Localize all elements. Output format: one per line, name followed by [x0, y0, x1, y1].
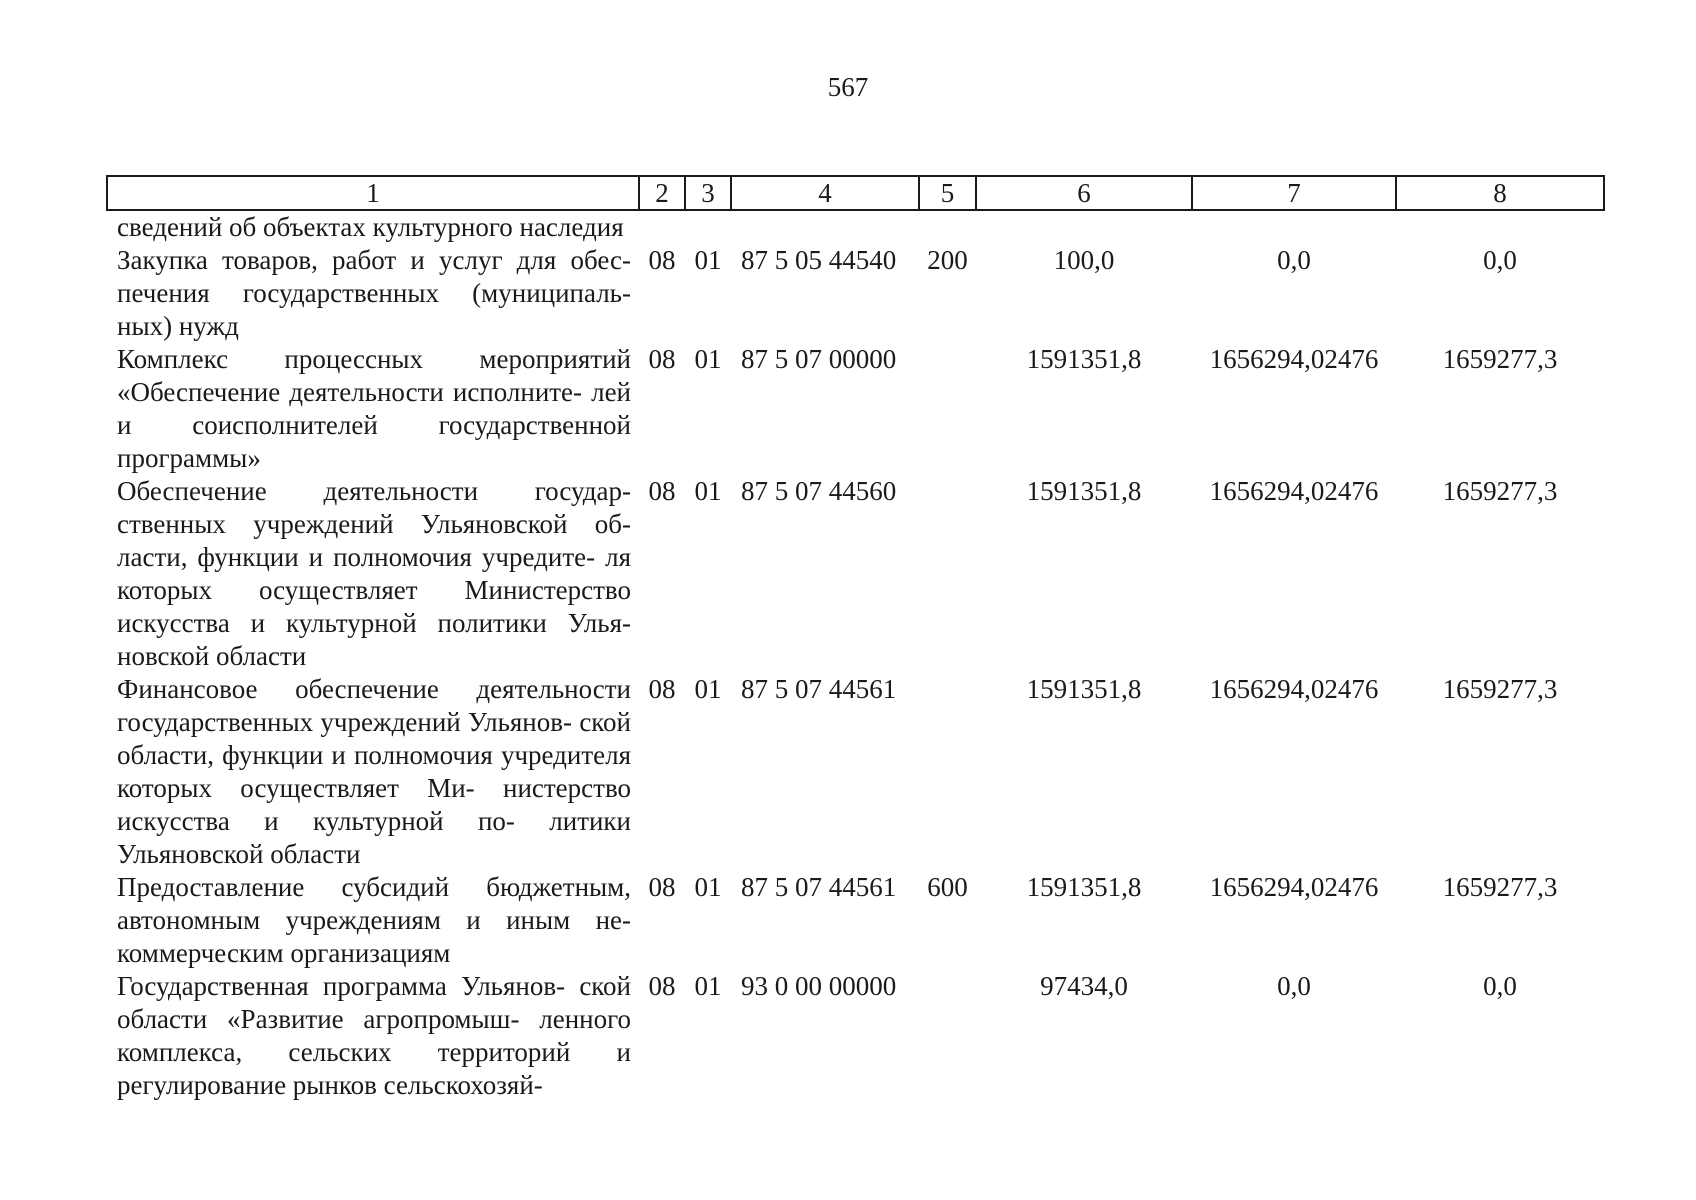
- table-row: [107, 970, 1604, 1102]
- column-header-4: 4: [731, 176, 919, 210]
- target-article-code: 87 5 07 44561: [741, 674, 897, 704]
- table-body: [107, 210, 1604, 1102]
- amount-col-7: [1192, 210, 1396, 244]
- description-line: печения государственных (муниципаль-: [117, 278, 631, 308]
- section-code: 08: [648, 872, 676, 902]
- description-line: лей и соисполнителей государственной: [117, 377, 632, 440]
- section-code: 08: [648, 674, 676, 704]
- amount-col-8: 1659277,3: [1442, 344, 1558, 374]
- expense-type-code: 200: [927, 245, 968, 275]
- amount-col-6: 1591351,8: [1026, 674, 1142, 704]
- description-line: наследия: [519, 212, 624, 242]
- description-line: и регулирование рынков сельскохозяй-: [117, 1037, 631, 1100]
- expense-type-code: 600: [927, 872, 968, 902]
- column-header-6: 6: [976, 176, 1192, 210]
- description-line: ской области «Развитие агропромыш-: [117, 971, 631, 1034]
- subsection-code: 01: [694, 476, 722, 506]
- target-article-code: 87 5 07 00000: [741, 344, 897, 374]
- target-article-code: [731, 210, 919, 244]
- column-header-7: 7: [1192, 176, 1396, 210]
- expense-type-code: [919, 343, 976, 475]
- description-line: новской области: [117, 641, 307, 671]
- column-header-1: 1: [107, 176, 639, 210]
- amount-col-6: 1591351,8: [1026, 872, 1142, 902]
- description-line: Предоставление субсидий бюджетным,: [117, 872, 631, 902]
- column-header-3: 3: [685, 176, 731, 210]
- description-line: ля которых осуществляет Министерство: [117, 542, 631, 605]
- target-article-code: 93 0 00 00000: [741, 971, 897, 1001]
- description-line: учредителя которых осуществляет Ми-: [117, 740, 632, 803]
- column-header-2: 2: [639, 176, 685, 210]
- subsection-code: 01: [694, 971, 722, 1001]
- description-line: нистерство искусства и культурной по-: [117, 773, 632, 836]
- subsection-code: [685, 210, 731, 244]
- amount-col-7: 1656294,02476: [1209, 344, 1379, 374]
- description-line: искусства и культурной политики Улья-: [117, 608, 631, 638]
- row-description: [107, 210, 639, 244]
- amount-col-8: 1659277,3: [1442, 476, 1558, 506]
- column-header-5: 5: [919, 176, 976, 210]
- header-row: [107, 176, 1604, 210]
- row-description: [107, 244, 639, 343]
- target-article-code: 87 5 07 44560: [741, 476, 897, 506]
- subsection-code: 01: [694, 674, 722, 704]
- description-line: Финансовое обеспечение деятельности: [117, 674, 631, 704]
- table-row: [107, 871, 1604, 970]
- section-code: 08: [648, 476, 676, 506]
- description-line: ных) нужд: [117, 311, 239, 341]
- row-description: [107, 871, 639, 970]
- expense-type-code: [919, 673, 976, 871]
- budget-table: [106, 175, 1605, 1102]
- subsection-code: 01: [694, 245, 722, 275]
- description-line: ской области, функции и полномочия: [117, 707, 631, 770]
- table-row: [107, 343, 1604, 475]
- description-line: автономным учреждениям и иным не-: [117, 905, 631, 935]
- description-line: литики Ульяновской области: [117, 806, 632, 869]
- amount-col-7: 0,0: [1277, 245, 1311, 275]
- amount-col-6: 100,0: [1053, 245, 1115, 275]
- amount-col-6: [976, 210, 1192, 244]
- amount-col-7: 1656294,02476: [1209, 872, 1379, 902]
- amount-col-7: 0,0: [1277, 971, 1311, 1001]
- description-line: государственных учреждений Ульянов-: [117, 707, 572, 737]
- description-line: сведений об объектах культурного: [117, 212, 513, 242]
- amount-col-8: 1659277,3: [1442, 872, 1558, 902]
- expense-type-code: [919, 475, 976, 673]
- description-line: программы»: [117, 443, 261, 473]
- description-line: ственных учреждений Ульяновской об-: [117, 509, 631, 539]
- expense-type-code: [919, 970, 976, 1102]
- subsection-code: 01: [694, 872, 722, 902]
- target-article-code: 87 5 05 44540: [741, 245, 897, 275]
- amount-col-8: 1659277,3: [1442, 674, 1558, 704]
- page-number: 567: [827, 72, 869, 102]
- row-description: [107, 475, 639, 673]
- amount-col-8: [1396, 210, 1604, 244]
- table-row: [107, 244, 1604, 343]
- column-header-8: 8: [1396, 176, 1604, 210]
- amount-col-7: 1656294,02476: [1209, 476, 1379, 506]
- section-code: 08: [648, 971, 676, 1001]
- amount-col-6: 1591351,8: [1026, 476, 1142, 506]
- row-description: [107, 343, 639, 475]
- description-line: коммерческим организациям: [117, 938, 451, 968]
- description-line: ленного комплекса, сельских территорий: [117, 1004, 631, 1067]
- description-line: «Обеспечение деятельности исполните-: [117, 377, 583, 407]
- section-code: [639, 210, 685, 244]
- section-code: 08: [648, 245, 676, 275]
- description-line: ласти, функции и полномочия учредите-: [117, 542, 596, 572]
- subsection-code: 01: [694, 344, 722, 374]
- description-line: Закупка товаров, работ и услуг для обес-: [117, 245, 631, 275]
- row-description: [107, 673, 639, 871]
- description-line: Государственная программа Ульянов-: [117, 971, 566, 1001]
- expense-type-code: [919, 210, 976, 244]
- description-line: Комплекс процессных мероприятий: [117, 344, 631, 374]
- row-description: [107, 970, 639, 1102]
- table-row: [107, 210, 1604, 244]
- table-row: [107, 673, 1604, 871]
- target-article-code: 87 5 07 44561: [741, 872, 897, 902]
- table-row: [107, 475, 1604, 673]
- section-code: 08: [648, 344, 676, 374]
- amount-col-7: 1656294,02476: [1209, 674, 1379, 704]
- table-header: [107, 176, 1604, 210]
- amount-col-6: 97434,0: [1040, 971, 1128, 1001]
- amount-col-8: 0,0: [1483, 245, 1517, 275]
- amount-col-6: 1591351,8: [1026, 344, 1142, 374]
- description-line: Обеспечение деятельности государ-: [117, 476, 631, 506]
- amount-col-8: 0,0: [1483, 971, 1517, 1001]
